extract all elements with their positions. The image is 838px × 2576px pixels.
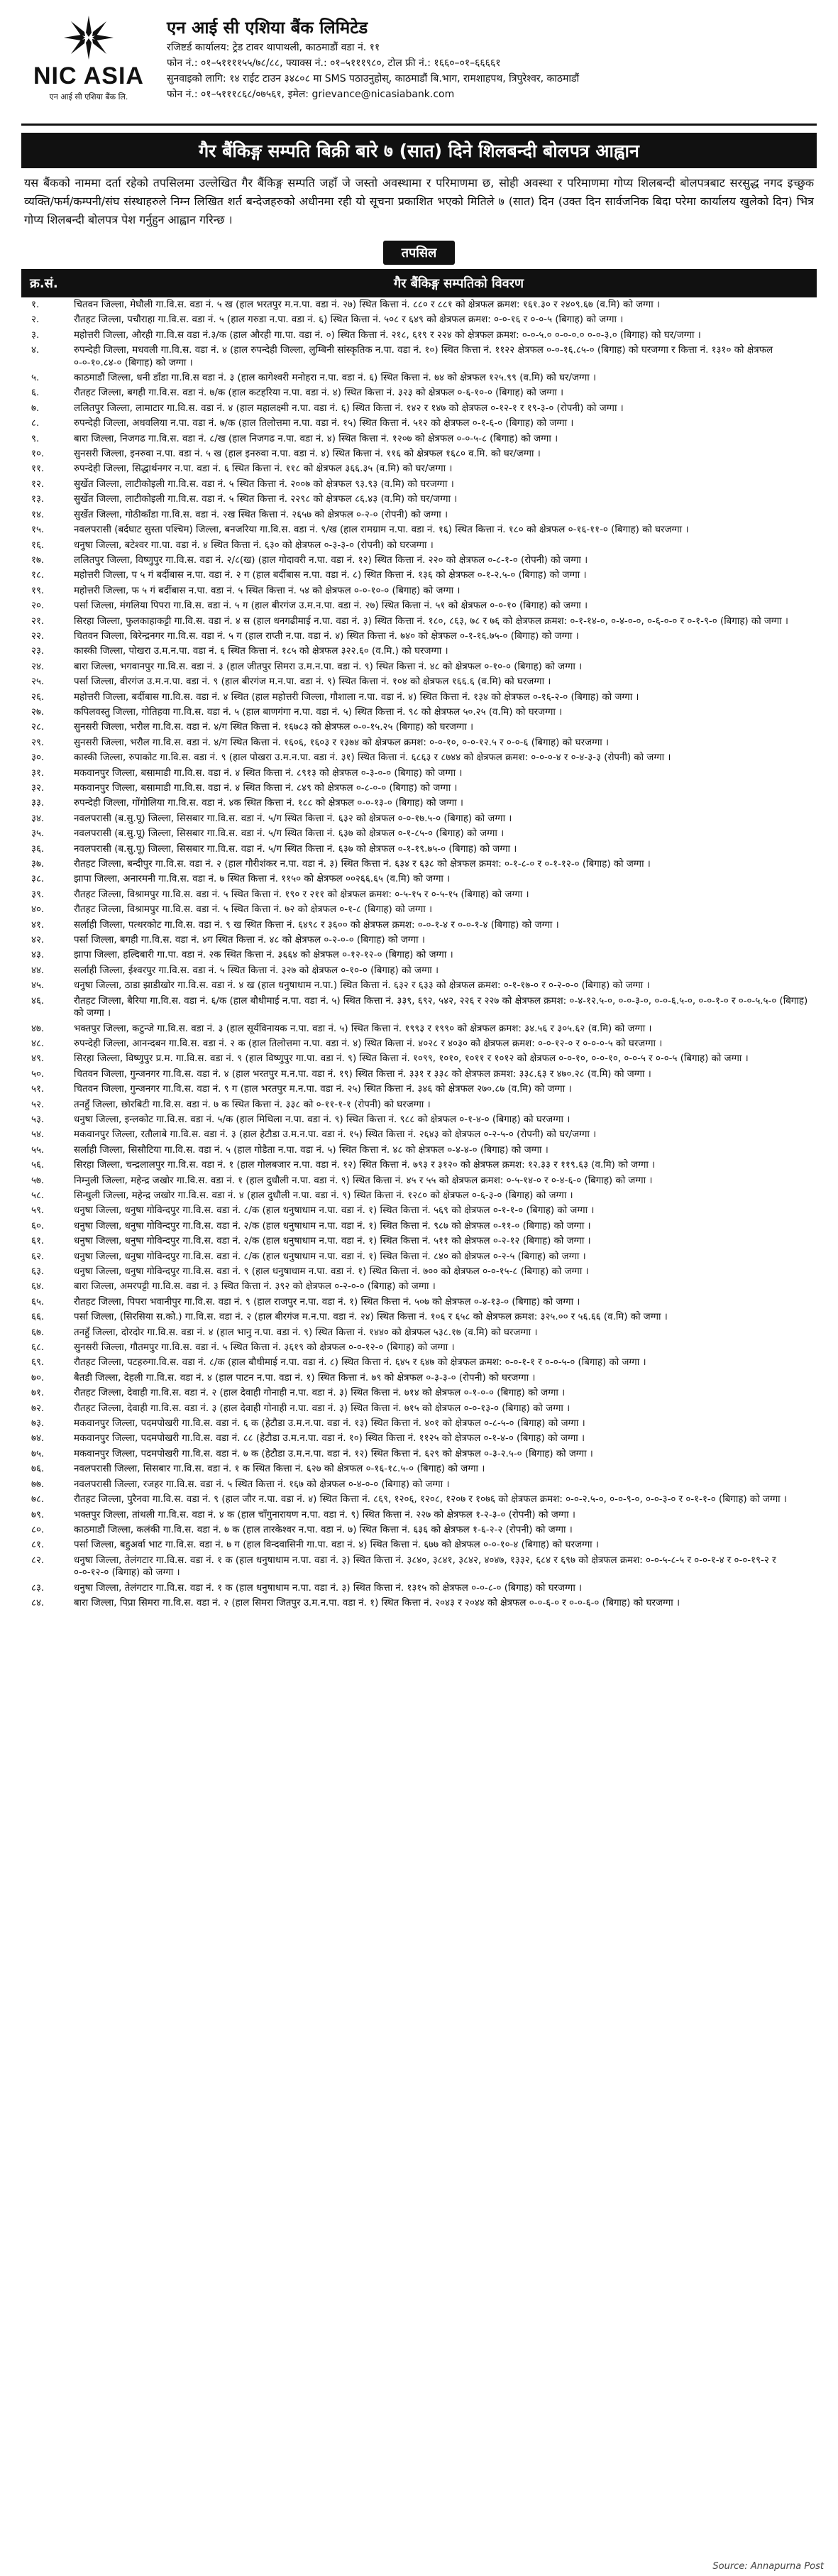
row-serial-number: ९. bbox=[31, 433, 40, 444]
table-row bbox=[21, 735, 817, 750]
table-row bbox=[21, 918, 817, 933]
row-serial-number: ६५. bbox=[31, 1296, 45, 1308]
row-description: रौतहट जिल्ला, पुरैनवा गा.वि.स. वडा नं. ९ (हाल जौर न.पा. वडा नं. ४) स्थित कित्ता नं. ८६९, १२०६, १२०८, १२०७ र १०७६ को क्षेत्रफल क्रमश: ०-०-२.५-०, ०-०-९-०, ०-०-३-० र ०-१-१-० (बिगाह) को जग्गा । bbox=[74, 1494, 787, 1506]
table-row bbox=[21, 553, 817, 568]
row-description: पर्सा जिल्ला, बहुअर्वा भाट गा.वि.स. वडा नं. ७ ग (हाल विन्दवासिनी गा.पा. वडा नं. ४) स्थित कित्ता नं. ६७७ को क्षेत्रफल ०-०-१०-४ (बिगाह) को घरजग्गा । bbox=[74, 1540, 599, 1551]
row-serial-number: १४. bbox=[31, 509, 45, 520]
row-description: सुर्खेत जिल्ला, लाटीकोइली गा.वि.स. वडा नं. ५ स्थित कित्ता नं. २२९८ को क्षेत्रफल ८६.४३ (व.मि) को घर/जग्गा । bbox=[74, 494, 458, 505]
row-serial-number: ६६. bbox=[31, 1312, 45, 1323]
row-serial-number: ८०. bbox=[31, 1524, 45, 1535]
row-serial-number: ७९. bbox=[31, 1509, 45, 1520]
row-description: रौतहट जिल्ला, देवाही गा.वि.स. वडा नं. २ (हाल देवाही गोनाही न.पा. वडा नं. ३) स्थित कित्ता नं. ७१४ को क्षेत्रफल ०-१-०-० (बिगाह) को जग्गा । bbox=[74, 1388, 566, 1399]
row-serial-number: ७४. bbox=[31, 1433, 45, 1445]
table-row bbox=[21, 1477, 817, 1492]
row-description: सर्लाही जिल्ला, सिसौटिया गा.वि.स. वडा नं. ५ (हाल गोडैता न.पा. वडा नं. ५) स्थित कित्ता नं. ४८ को क्षेत्रफल ०-४-४-० (बिगाह) को जग्गा । bbox=[74, 1144, 548, 1156]
row-serial-number: ७७. bbox=[31, 1479, 45, 1490]
table-row bbox=[21, 1219, 817, 1234]
table-row bbox=[21, 1553, 817, 1581]
schedule-label-wrap bbox=[21, 241, 817, 265]
row-description: चितवन जिल्ला, मेघौली गा.वि.स. वडा नं. ५ ख (हाल भरतपुर म.न.पा. वडा नं. २७) स्थित कित्ता नं. ८८० र ८८१ को क्षेत्रफल क्रमश: १६१.३० र २४०९.६७ (व.मि) को जग्गा । bbox=[74, 300, 661, 310]
row-serial-number: ४८. bbox=[31, 1038, 45, 1049]
email-line: फोन नं.: ०१–५१११८६८/०७५६१, इमेल: grievance@nicasiabank.com bbox=[167, 89, 455, 100]
row-description: रौतहट जिल्ला, विश्रामपुर गा.वि.स. वडा नं. ५ स्थित कित्ता नं. ७२ को क्षेत्रफल ०-१-८ (बिगाह) को जग्गा । bbox=[74, 904, 433, 916]
row-serial-number: ६४. bbox=[31, 1281, 45, 1293]
row-description: तनहुँ जिल्ला, छोरबिटी गा.वि.स. वडा नं. ७ क स्थित कित्ता नं. ३३८ को ०-११-१-१ (रोपनी) को घरजग्गा । bbox=[74, 1099, 431, 1110]
row-serial-number: १६. bbox=[31, 539, 45, 551]
row-description: ललितपुर जिल्ला, विष्णुपुर गा.वि.स. वडा नं. २/८(ख) (हाल गोदावरी न.पा. वडा नं. १२) स्थित कित्ता नं. २२० को क्षेत्रफल ०-८-१-० (रोपनी) को जग्गा । bbox=[74, 554, 588, 566]
row-description: सर्लाही जिल्ला, पत्थरकोट गा.वि.स. वडा नं. ९ ख स्थित कित्ता नं. ६४९८ र ३६०० को क्षेत्रफल क्रमश: ०-०-१-४ र ०-०-१-४ (बिगाह) को जग्गा । bbox=[74, 919, 559, 931]
row-serial-number: २८. bbox=[31, 722, 45, 733]
row-serial-number: ४३. bbox=[31, 950, 45, 961]
table-row bbox=[21, 1067, 817, 1082]
bank-logo bbox=[28, 16, 149, 102]
row-description: धनुषा जिल्ला, तेलंगटार गा.वि.स. वडा नं. १ क (हाल धनुषाधाम न.पा. वडा नं. ३) स्थित कित्ता नं. १३१५ को क्षेत्रफल ०-०-८-० (बिगाह) को घरजग्गा । bbox=[74, 1582, 583, 1594]
row-serial-number: ५. bbox=[31, 373, 40, 384]
row-serial-number: ७०. bbox=[31, 1372, 45, 1383]
row-description: पर्सा जिल्ला, (सिरसिया स.को.) गा.वि.स. वडा नं. २ (हाल बीरगंज म.न.पा. वडा नं. २४) स्थित कित्ता नं. १०६ र ६५८ को क्षेत्रफल क्रमश: ३२५.०० र ५६.६६ (व.मि) को जग्गा । bbox=[74, 1312, 668, 1323]
bank-name: एन आई सी एशिया बैंक लिमिटेड bbox=[167, 18, 368, 38]
row-description: रौतहट जिल्ला, देवाही गा.वि.स. वडा नं. ३ (हाल देवाही गोनाही न.पा. वडा नं. ३) स्थित कित्ता नं. ७१५ को क्षेत्रफल ०-०-१३-० (बिगाह) को जग्गा । bbox=[74, 1403, 570, 1414]
table-row bbox=[21, 1295, 817, 1310]
row-description: सिरहा जिल्ला, चन्द्रलालपुर गा.वि.स. वडा नं. १ (हाल गोलबजार न.पा. वडा नं. १२) स्थित कित्ता नं. ७९३ र ३१२० को क्षेत्रफल क्रमश: १२.३३ र ११९.६३ (व.मि) को जग्गा । bbox=[74, 1160, 656, 1171]
row-serial-number: २२. bbox=[31, 630, 45, 642]
row-description: महोत्तरी जिल्ला, औरही गा.वि.स वडा नं.३/क (हाल औरही गा.पा. वडा नं. ०) स्थित कित्ता नं. २१८, ६१९ र २२४ को क्षेत्रफल क्रमश: ०-०-५.० ०-०-०.० ०-०-३.० (बिगाह) को घर/जग्गा । bbox=[74, 329, 701, 341]
row-description: रौतहट जिल्ला, पिपरा भवानीपुर गा.वि.स. वडा नं. ९ (हाल राजपुर न.पा. वडा नं. १) स्थित कित्ता नं. ५०७ को क्षेत्रफल ०-४-१३-० (बिगाह) को जग्गा । bbox=[74, 1296, 580, 1308]
table-row bbox=[21, 1264, 817, 1279]
table-header bbox=[21, 269, 817, 297]
table-row bbox=[21, 312, 817, 327]
row-serial-number: ५३. bbox=[31, 1114, 45, 1125]
table-row bbox=[21, 1462, 817, 1476]
row-description: धनुषा जिल्ला, धनुषा गोविन्दपुर गा.वि.स. वडा नं. २/क (हाल धनुषाधाम न.पा. वडा नं. १) स्थित कित्ता नं. ९८७ को क्षेत्रफल ०-११-० (बिगाह) को जग्गा । bbox=[74, 1220, 591, 1232]
row-description: कपिलवस्तु जिल्ला, गोतिहवा गा.वि.स. वडा नं. ५ (हाल बाणगंगा न.पा. वडा नं. ५) स्थित कित्ता नं. ९८ को क्षेत्रफल ५०.२५ (व.मि) को घरजग्गा । bbox=[74, 706, 563, 718]
row-description: रौतहट जिल्ला, बैरिया गा.वि.स. वडा नं. ६/क (हाल बौधीमाई न.पा. वडा नं. ५) स्थित कित्ता नं. ३३९, ६९२, ५४२, २२६ र २२७ को क्षेत्रफल क्रमश: ०-४-१२.५-०, ०-०-३-०, ०-०-६.५-०, ०-०-१-० र ०-०-५.५-० (बिगाह) को जग्गा । bbox=[74, 995, 808, 1019]
row-description: रुपन्देही जिल्ला, मधवली गा.वि.स. वडा नं. ४ (हाल रुपन्देही जिल्ला, लुम्बिनी सांस्कृतिक न.पा. वडा नं. १०) स्थित कित्ता नं. ११२२ क्षेत्रफल ०-०-१६.८५-० (बिगाह) को घरजग्गा र कित्ता नं. १३१० को क्षेत्रफल ०-०-१०.८४-० (बिगाह) को जग्गा । bbox=[74, 345, 773, 368]
row-description: बैतडी जिल्ला, देहली गा.वि.स. वडा नं. ४ (हाल पाटन न.पा. वडा नं. १) स्थित कित्ता नं. ७९ को क्षेत्रफल ०-३-३-० (रोपनी) को घरजग्गा । bbox=[74, 1372, 536, 1383]
table-row bbox=[21, 1492, 817, 1507]
table-row bbox=[21, 902, 817, 917]
row-serial-number: १७. bbox=[31, 554, 45, 566]
row-description: धनुषा जिल्ला, तेलंगटार गा.वि.स. वडा नं. १ क (हाल धनुषाधाम न.पा. वडा नं. ३) स्थित कित्ता नं. ३८४०, ३८४१, ३८४२, ४०४७, १३३२, ६८४ र ६९७ को क्षेत्रफल क्रमश: ०-०-५-८-५ र ०-०-१-४ र ०-०-१९-२ र ०-०-१२-० (बिगाह) को जग्गा । bbox=[74, 1555, 776, 1579]
table-row bbox=[21, 598, 817, 613]
table-row bbox=[21, 933, 817, 948]
table-row bbox=[21, 948, 817, 963]
row-description: धनुषा जिल्ला, इन्लकोट गा.वि.स. वडा नं. ५/क (हाल मिथिला न.पा. वडा नं. ९) स्थित कित्ता नं. ९८८ को क्षेत्रफल ०-१-४-० (बिगाह) को घरजग्गा । bbox=[74, 1114, 570, 1125]
row-serial-number: ८३. bbox=[31, 1582, 45, 1594]
row-serial-number: ६०. bbox=[31, 1220, 45, 1232]
row-serial-number: ७१. bbox=[31, 1388, 45, 1399]
table-row bbox=[21, 629, 817, 644]
row-description: महोत्तरी जिल्ला, प ५ गं बर्दीबास न.पा. वडा नं. २ ग (हाल बर्दीबास न.पा. वडा नं. ८) स्थित कित्ता नं. १३६ को क्षेत्रफल ०-१-२.५-० (बिगाह) को जग्गा । bbox=[74, 570, 587, 581]
row-description: रुपन्देही जिल्ला, गोंगोलिया गा.वि.स. वडा नं. ४क स्थित कित्ता नं. १८८ को क्षेत्रफल ०-०-१३-० (बिगाह) को जग्गा । bbox=[74, 798, 463, 809]
row-description: सुर्खेत जिल्ला, लाटीकोइली गा.वि.स. वडा नं. ५ स्थित कित्ता नं. २००७ को क्षेत्रफल ९३.९३ (व.मि) को घरजग्गा । bbox=[74, 478, 454, 490]
contact-line: फोन नं.: ०१–५११११५५/७८/८८, फ्याक्स नं.: ०१–५१११९८०, टोल फ्री नं.: १६६०–०१–६६६६१ bbox=[167, 57, 501, 69]
star-logo-icon bbox=[64, 16, 114, 60]
row-serial-number: ४. bbox=[31, 345, 40, 356]
bank-header bbox=[21, 10, 817, 126]
row-description: रौतहट जिल्ला, पचौराहा गा.वि.स. वडा नं. ५ (हाल गरुडा न.पा. वडा नं. ६) स्थित कित्ता नं. ५०८ र ६४९ को क्षेत्रफल क्रमश: ०-०-१६ र ०-०-५ (बिगाह) को जग्गा । bbox=[74, 314, 624, 326]
row-serial-number: ३. bbox=[31, 329, 40, 341]
row-serial-number: ७५. bbox=[31, 1448, 45, 1459]
row-description: कास्की जिल्ला, पोखरा उ.म.न.पा. वडा नं. ६ स्थित कित्ता नं. १८५ को क्षेत्रफल ३२२.६० (व.मि.) को घरजग्गा । bbox=[74, 646, 448, 657]
row-serial-number: २५. bbox=[31, 676, 45, 688]
row-serial-number: ४२. bbox=[31, 935, 45, 946]
row-serial-number: ६३. bbox=[31, 1266, 45, 1277]
row-description: चितवन जिल्ला, बिरेन्द्रनगर गा.वि.स. वडा नं. ५ ग (हाल राप्ती न.पा. वडा नं. ४) स्थित कित्ता नं. ७४० को क्षेत्रफल ०-१-१६.७५-० (बिगाह) को जग्गा । bbox=[74, 630, 579, 642]
row-description: मकवानपुर जिल्ला, पदमपोखरी गा.वि.स. वडा नं. ६ क (हेटौडा उ.म.न.पा. वडा नं. १३) स्थित कित्ता नं. ४०१ को क्षेत्रफल ०-८-५-० (बिगाह) को जग्गा । bbox=[74, 1418, 585, 1430]
row-description: पर्सा जिल्ला, वीरगंज उ.म.न.पा. वडा नं. ९ (हाल बीरगंज म.न.पा. वडा नं. ९) स्थित कित्ता नं. १०४ को क्षेत्रफल १६६.६ (व.मि) को घरजग्गा । bbox=[74, 676, 551, 688]
row-description: सिरहा जिल्ला, फुलकाहाकट्टी गा.वि.स. वडा नं. ४ स (हाल धनगढीमाई न.पा. वडा नं. ३) स्थित कित्ता नं. १८०, ८६३, ७८ र ७६ को क्षेत्रफल क्रमश: ०-१-१४-०, ०-४-०-०, ०-६-०-० र ०-१-९-० (बिगाह) को जग्गा । bbox=[74, 615, 788, 627]
row-description: निम्नुली जिल्ला, महेन्द्र जखोर गा.वि.स. वडा नं. १ (हाल दुधौली न.पा. वडा नं. ९) स्थित कित्ता नं. ४५ र ५५ को क्षेत्रफल क्रमश: ०-५-१४-० र ०-४-६-० (बिगाह) को जग्गा । bbox=[74, 1175, 653, 1186]
row-description: सुनसरी जिल्ला, गौतमपुर गा.वि.स. वडा नं. ५ स्थित कित्ता नं. ३६१९ को क्षेत्रफल ०-०-१२-० (बिगाह) को जग्गा । bbox=[74, 1342, 455, 1354]
logo-subtitle: एन आई सी एशिया बैंक लि. bbox=[49, 92, 128, 102]
row-serial-number: ८२. bbox=[31, 1555, 45, 1566]
row-serial-number: ३१. bbox=[31, 767, 45, 779]
table-row bbox=[21, 508, 817, 522]
row-serial-number: ७३. bbox=[31, 1418, 45, 1430]
row-serial-number: ५६. bbox=[31, 1160, 45, 1171]
row-description: मकवानपुर जिल्ला, पदमपोखरी गा.वि.स. वडा नं. ८८ (हेटौडा उ.म.न.पा. वडा नं. १०) स्थित कित्ता नं. ११२५ को क्षेत्रफल ०-१-४-० (बिगाह) को जग्गा । bbox=[74, 1433, 585, 1445]
table-row bbox=[21, 1158, 817, 1173]
grievance-line: सुनवाइको लागि: १४ राईट टाउन ३४८०८ मा SMS पठाउनुहोस्, काठमाडौं बि.भाग, रामशाहपथ, त्रिपुरेश्वर, काठमाडौं bbox=[167, 73, 580, 84]
row-serial-number: ५०. bbox=[31, 1068, 45, 1080]
row-serial-number: ४१. bbox=[31, 919, 45, 931]
row-serial-number: ६२. bbox=[31, 1251, 45, 1262]
row-serial-number: २९. bbox=[31, 737, 45, 748]
row-serial-number: ५८. bbox=[31, 1190, 45, 1201]
table-row bbox=[21, 1173, 817, 1188]
table-row bbox=[21, 371, 817, 385]
table-row bbox=[21, 477, 817, 492]
logo-wordmark: NIC ASIA bbox=[33, 62, 144, 89]
table-row bbox=[21, 994, 817, 1021]
table-row bbox=[21, 1596, 817, 1611]
table-row bbox=[21, 1234, 817, 1249]
notice-intro: यस बैंकको नाममा दर्ता रहेको तपसिलमा उल्लेखित गैर बैंकिङ्ग सम्पति जहाँ जे जस्तो अवस्थामा र परिमाणमा छ, सोही अवस्था र परिमाणमा गोप्य शिलबन्दी बोलपत्रबाट सरसुद्ध नगद इच्छुक व्यक्ति/फर्म/कम्पनी/संघ संस्थाहरुले निम्न लिखित शर्त बन्देजहरुको अधीनमा रही यो सूचना प्रकाशित भएको मितिले ७ (सात) दिन (उक्त दिन सार्वजनिक बिदा परेमा कार्यालय खुलेको दिन) भित्र गोप्य शिलबन्दी बोलपत्र पेश गर्नुहुन आह्वान गरिन्छ । bbox=[24, 176, 814, 226]
table-row bbox=[21, 1021, 817, 1036]
table-row bbox=[21, 705, 817, 720]
row-description: रौतहट जिल्ला, बन्दीपुर गा.वि.स. वडा नं. २ (हाल गौरीशंकर न.पा. वडा नं. ३) स्थित कित्ता नं. ६३४ र ६३८ को क्षेत्रफल क्रमश: ०-१-८-० र ०-१-१२-० (बिगाह) को जग्गा । bbox=[74, 859, 651, 870]
row-serial-number: ७८. bbox=[31, 1494, 45, 1506]
row-serial-number: ४६. bbox=[31, 995, 45, 1007]
row-description: बारा जिल्ला, पिप्रा सिमरा गा.वि.स. वडा नं. २ (हाल सिमरा जितपुर उ.म.न.पा. वडा नं. १) स्थित कित्ता नं. २०४३ र २०४४ को क्षेत्रफल ०-०-६-० र ०-०-६-० (बिगाह) को घरजग्गा । bbox=[74, 1597, 680, 1608]
row-serial-number: १५. bbox=[31, 525, 45, 536]
table-row bbox=[21, 1279, 817, 1294]
bank-info bbox=[167, 16, 810, 102]
table-row bbox=[21, 1401, 817, 1416]
row-serial-number: २३. bbox=[31, 646, 45, 657]
table-row bbox=[21, 1523, 817, 1538]
table-row bbox=[21, 1082, 817, 1097]
row-serial-number: ४९. bbox=[31, 1053, 45, 1065]
row-description: सुनसरी जिल्ला, भरौल गा.वि.स. वडा नं. ४/ग स्थित कित्ता नं. १६७८३ को क्षेत्रफल ०-०-१५.२५ (बिगाह) को घरजग्गा । bbox=[74, 722, 474, 733]
table-row bbox=[21, 1143, 817, 1158]
row-description: रुपन्देही जिल्ला, सिद्धार्थनगर न.पा. वडा नं. ६ स्थित कित्ता नं. ११८ को क्षेत्रफल ३६६.३५ (व.मि) को घर/जग्गा । bbox=[74, 464, 453, 475]
table-row bbox=[21, 1508, 817, 1523]
table-row bbox=[21, 416, 817, 431]
row-serial-number: ६. bbox=[31, 388, 40, 399]
table-row bbox=[21, 1371, 817, 1386]
row-description: बारा जिल्ला, निजगढ गा.वि.स. वडा नं. ८/ख (हाल निजगढ न.पा. वडा नं. ४) स्थित कित्ता नं. १२०७ को क्षेत्रफल ०-०-५-८ (बिगाह) को जग्गा । bbox=[74, 433, 558, 444]
row-description: धनुषा जिल्ला, धनुषा गोविन्दपुर गा.वि.स. वडा नं. ८/क (हाल धनुषाधाम न.पा. वडा नं. १) स्थित कित्ता नं. ५६९ को क्षेत्रफल ०-१-१-० (बिगाह) को जग्गा । bbox=[74, 1205, 595, 1217]
table-row bbox=[21, 297, 817, 312]
row-description: मकवानपुर जिल्ला, पदमपोखरी गा.वि.स. वडा नं. ७ क (हेटौडा उ.म.न.पा. वडा नं. १२) स्थित कित्ता नं. ६२९ को क्षेत्रफल ०-३-२.५-० (बिगाह) को जग्गा । bbox=[74, 1448, 593, 1459]
row-serial-number: १९. bbox=[31, 585, 45, 596]
row-description: नवलपरासी जिल्ला, सिसबार गा.वि.स. वडा नं. १ क स्थित कित्ता नं. ६२७ को क्षेत्रफल ०-१६-१८.५-० (बिगाह) को जग्गा । bbox=[74, 1464, 485, 1475]
table-row bbox=[21, 1249, 817, 1264]
row-serial-number: ३२. bbox=[31, 783, 45, 794]
row-serial-number: ४४. bbox=[31, 965, 45, 976]
row-description: सर्लाही जिल्ला, ईश्वरपुर गा.वि.स. वडा नं. ५ स्थित कित्ता नं. ३२७ को क्षेत्रफल ०-१०-० (बिगाह) को जग्गा । bbox=[74, 965, 439, 976]
row-description: कास्की जिल्ला, रुपाकोट गा.वि.स. वडा नं. ९ (हाल पोखरा उ.म.न.पा. वडा नं. ३१) स्थित कित्ता नं. ६८६३ र ८७४४ को क्षेत्रफल क्रमश: ०-०-०-४ र ०-४-३-३ (रोपनी) को जग्गा । bbox=[74, 752, 671, 764]
row-serial-number: ७२. bbox=[31, 1403, 45, 1414]
table-row bbox=[21, 461, 817, 476]
row-serial-number: ३७. bbox=[31, 859, 45, 870]
row-serial-number: २६. bbox=[31, 691, 45, 703]
row-description: सुर्खेत जिल्ला, गोठीकाँडा गा.वि.स. वडा नं. २ख स्थित कित्ता नं. २६५७ को क्षेत्रफल ०-२-० (रोपनी) को जग्गा । bbox=[74, 509, 448, 520]
table-row bbox=[21, 1036, 817, 1051]
row-description: सुनसरी जिल्ला, भरौल गा.वि.स. वडा नं. ४/ग स्थित कित्ता नं. १६०६, १६०३ र १३७४ को क्षेत्रफल क्रमश: ०-०-१०, ०-०-१२.५ र ०-०-६ (बिगाह) को घरजग्गा । bbox=[74, 737, 610, 748]
row-description: सुनसरी जिल्ला, इनरुवा न.पा. वडा नं. ५ ख (हाल इनरुवा न.पा. वडा नं. ४) स्थित कित्ता नं. ११६ को क्षेत्रफल १६८० व.मि. को घर/जग्गा । bbox=[74, 449, 541, 460]
row-description: काठमाडौं जिल्ला, कलंकी गा.वि.स. वडा नं. ७ क (हाल तारकेश्वर न.पा. वडा नं. ७) स्थित कित्ता नं. ६३६ को क्षेत्रफल १-६-२-२ (रोपनी) को जग्गा । bbox=[74, 1524, 573, 1535]
row-description: झापा जिल्ला, हल्दिबारी गा.पा. वडा नं. २क स्थित कित्ता नं. ३६६४ को क्षेत्रफल ०-१२-१२-० (बिगाह) को जग्गा । bbox=[74, 950, 453, 961]
row-serial-number: ४५. bbox=[31, 980, 45, 992]
table-row bbox=[21, 432, 817, 446]
table-row bbox=[21, 674, 817, 689]
table-row bbox=[21, 401, 817, 416]
table-row bbox=[21, 1447, 817, 1462]
row-description: नवलपरासी (ब.सु.पू) जिल्ला, सिसबार गा.वि.स. वडा नं. ५/ग स्थित कित्ता नं. ६३२ को क्षेत्रफल ०-०-१७.५-० (बिगाह) को जग्गा । bbox=[74, 813, 512, 824]
table-row bbox=[21, 446, 817, 461]
table-row bbox=[21, 1325, 817, 1340]
row-serial-number: ३५. bbox=[31, 828, 45, 840]
table-row bbox=[21, 1581, 817, 1596]
row-description: पर्सा जिल्ला, बगही गा.वि.स. वडा नं. ४ग स्थित कित्ता नं. ४८ को क्षेत्रफल ०-२-०-० (बिगाह) को जग्गा । bbox=[74, 935, 425, 946]
row-serial-number: २१. bbox=[31, 615, 45, 627]
table-row bbox=[21, 781, 817, 796]
row-serial-number: ४०. bbox=[31, 904, 45, 916]
row-serial-number: १३. bbox=[31, 494, 45, 505]
row-serial-number: ६१. bbox=[31, 1236, 45, 1247]
table-row bbox=[21, 1416, 817, 1431]
row-serial-number: ५१. bbox=[31, 1084, 45, 1095]
row-serial-number: १. bbox=[31, 300, 40, 310]
table-row bbox=[21, 568, 817, 583]
row-serial-number: १२. bbox=[31, 478, 45, 490]
row-serial-number: १०. bbox=[31, 449, 45, 460]
table-row bbox=[21, 1051, 817, 1066]
table-row bbox=[21, 872, 817, 887]
row-description: भक्तपुर जिल्ला, तांथली गा.वि.स. वडा नं. ४ क (हाल चाँगुनारायण न.पा. वडा नं. ९) स्थित कित्ता नं. २२७ को क्षेत्रफल १-२-३-० (रोपनी) को जग्गा । bbox=[74, 1509, 575, 1520]
row-serial-number: २४. bbox=[31, 661, 45, 672]
row-description: धनुषा जिल्ला, बटेश्वर गा.पा. वडा नं. ४ स्थित कित्ता नं. ६३० को क्षेत्रफल ०-३-३-० (रोपनी) को घरजग्गा । bbox=[74, 539, 434, 551]
table-row bbox=[21, 857, 817, 872]
table-row bbox=[21, 842, 817, 857]
row-serial-number: १८. bbox=[31, 570, 45, 581]
table-row bbox=[21, 492, 817, 507]
row-description: मकवानपुर जिल्ला, बसामाडी गा.वि.स. वडा नं. ४ स्थित कित्ता नं. ८४९ को क्षेत्रफल ०-८-०-० (बिगाह) को जग्गा । bbox=[74, 783, 458, 794]
row-description: मकवानपुर जिल्ला, बसामाडी गा.वि.स. वडा नं. ४ स्थित कित्ता नं. ८९१३ को क्षेत्रफल ०-३-०-० (बिगाह) को जग्गा । bbox=[74, 767, 463, 779]
row-description: भक्तपुर जिल्ला, कटुन्जे गा.वि.स. वडा नं. ३ (हाल सूर्यविनायक न.पा. वडा नं. ५) स्थित कित्ता नं. १९९३ र १९९० को क्षेत्रफल क्रमश: ३४.५६ र ३०५.६२ (व.मि) को जग्गा । bbox=[74, 1023, 652, 1034]
row-serial-number: ११. bbox=[31, 464, 45, 475]
schedule-label: तपसिल bbox=[383, 241, 456, 265]
row-description: मकवानपुर जिल्ला, रतौलाबे गा.वि.स. वडा नं. ३ (हाल हेटौडा उ.म.न.पा. वडा नं. १५) स्थित कित्ता नं. २६४३ को क्षेत्रफल ०-२-५-० (रोपनी) को घर/जग्गा । bbox=[74, 1129, 597, 1141]
row-serial-number: ५५. bbox=[31, 1144, 45, 1156]
table-row bbox=[21, 1203, 817, 1218]
row-description: चितवन जिल्ला, गुन्जनगर गा.वि.स. वडा नं. ४ (हाल भरतपुर म.न.पा. वडा नं. १९) स्थित कित्ता नं. ३३१ र ३३८ को क्षेत्रफल क्रमश: ३३८.६३ र ४७०.२८ (व.मि) को जग्गा । bbox=[74, 1068, 651, 1080]
table-row bbox=[21, 1431, 817, 1446]
row-serial-number: ४७. bbox=[31, 1023, 45, 1034]
row-description: रुपन्देही जिल्ला, अधवलिया न.पा. वडा नं. ७/क (हाल तिलोत्तमा न.पा. वडा नं. १५) स्थित कित्ता नं. ५१२ को क्षेत्रफल ०-१-६-० (बिगाह) को जग्गा । bbox=[74, 418, 574, 429]
notice-title: गैर बैंकिङ्ग सम्पति बिक्री बारे ७ (सात) दिने शिलबन्दी बोलपत्र आह्वान bbox=[21, 133, 817, 168]
row-description: धनुषा जिल्ला, धनुषा गोविन्दपुर गा.वि.स. वडा नं. ९ (हाल धनुषाधाम न.पा. वडा नं. १) स्थित कित्ता नं. ७०० को क्षेत्रफल ०-०-१५-८ (बिगाह) को जग्गा । bbox=[74, 1266, 589, 1277]
table-row bbox=[21, 343, 817, 371]
table-row bbox=[21, 328, 817, 343]
row-description: धनुषा जिल्ला, ठाडा झाडीखोर गा.वि.स. वडा नं. ४ ख (हाल धनुषाधाम न.पा.) स्थित कित्ता नं. ६३२ र ६३३ को क्षेत्रफल क्रमश: ०-१-१७-० र ०-२-०-० (बिगाह) को जग्गा । bbox=[74, 980, 650, 992]
row-serial-number: ७. bbox=[31, 402, 40, 414]
row-serial-number: २. bbox=[31, 314, 40, 326]
table-row bbox=[21, 750, 817, 765]
table-row bbox=[21, 963, 817, 978]
row-serial-number: ५७. bbox=[31, 1175, 45, 1186]
row-serial-number: ६९. bbox=[31, 1357, 45, 1369]
row-description: महोत्तरी जिल्ला, बर्दीबास गा.वि.स. वडा नं. ४ स्थित (हाल महोत्तरी जिल्ला, गौशाला न.पा. वडा नं. ४) स्थित कित्ता नं. १३४ को क्षेत्रफल ०-१६-२-० (बिगाह) को जग्गा । bbox=[74, 691, 639, 703]
row-serial-number: ६८. bbox=[31, 1342, 45, 1354]
table-row bbox=[21, 1310, 817, 1325]
table-row bbox=[21, 644, 817, 659]
row-description: नवलपरासी (ब.सु.पू) जिल्ला, सिसबार गा.वि.स. वडा नं. ५/ग स्थित कित्ता नं. ६३७ को क्षेत्रफल ०-१-८५-० (बिगाह) को जग्गा । bbox=[74, 828, 505, 840]
asset-list bbox=[21, 297, 817, 1611]
table-row bbox=[21, 385, 817, 400]
row-serial-number: ६७. bbox=[31, 1327, 45, 1338]
row-description: ललितपुर जिल्ला, लामाटार गा.वि.स. वडा नं. ४ (हाल महालक्ष्मी न.पा. वडा नं. ६) स्थित कित्ता नं. १४२ र १४७ को क्षेत्रफल ०-१२-१ र १९-३-० (रोपनी) को जग्गा । bbox=[74, 402, 624, 414]
row-description: धनुषा जिल्ला, धनुषा गोविन्दपुर गा.वि.स. वडा नं. २/क (हाल धनुषाधाम न.पा. वडा नं. १) स्थित कित्ता नं. ५११ को क्षेत्रफल ०-२-१२ (बिगाह) को जग्गा । bbox=[74, 1236, 591, 1247]
table-row bbox=[21, 811, 817, 826]
table-row bbox=[21, 522, 817, 537]
row-description: झापा जिल्ला, अनारमनी गा.वि.स. वडा नं. ७ स्थित कित्ता नं. ११५० को क्षेत्रफल ००२६६.६५ (व.मि) को जग्गा । bbox=[74, 874, 451, 885]
row-description: काठमाडौं जिल्ला, धनी डाँडा गा.वि.स वडा नं. ३ (हाल कागेश्वरी मनोहरा न.पा. वडा नं. ६) स्थित कित्ता नं. ७४ को क्षेत्रफल १२५.९९ (व.मि) को घर/जग्गा । bbox=[74, 373, 597, 384]
row-serial-number: ३४. bbox=[31, 813, 45, 824]
row-serial-number: ३३. bbox=[31, 798, 45, 809]
row-description: रौतहट जिल्ला, बगही गा.वि.स. वडा नं. ७/क (हाल कटहरिया न.पा. वडा नं. ४) स्थित कित्ता नं. ३२३ को क्षेत्रफल ०-६-१०-० (बिगाह) को जग्गा । bbox=[74, 388, 564, 399]
table-row bbox=[21, 720, 817, 735]
row-description: तनहुँ जिल्ला, दोरदोर गा.वि.स. वडा नं. ४ (हाल भानु न.पा. वडा नं. ९) स्थित कित्ता नं. १४४० को क्षेत्रफल ५३८.१७ (व.मि) को घरजग्गा । bbox=[74, 1327, 538, 1338]
row-serial-number: ५२. bbox=[31, 1099, 45, 1110]
row-serial-number: ३८. bbox=[31, 874, 45, 885]
row-serial-number: ५९. bbox=[31, 1205, 45, 1217]
row-description: पर्सा जिल्ला, मंगलिया पिपरा गा.वि.स. वडा नं. ५ ग (हाल बीरगंज उ.म.न.पा. वडा नं. २७) स्थित कित्ता नं. ५१ को क्षेत्रफल ०-०-१० (बिगाह) को जग्गा । bbox=[74, 601, 588, 612]
row-description: नवलपरासी जिल्ला, रजहर गा.वि.स. वडा नं. ५ स्थित कित्ता नं. १६७ को क्षेत्रफल ०-४-०-० (बिगाह) को जग्गा । bbox=[74, 1479, 450, 1490]
row-serial-number: ७६. bbox=[31, 1464, 45, 1475]
row-description: सिन्धुली जिल्ला, महेन्द्र जखोर गा.वि.स. वडा नं. ४ (हाल दुधौली न.पा. वडा नं. ९) स्थित कित्ता नं. १२८० को क्षेत्रफल ०-६-३-० (बिगाह) को जग्गा । bbox=[74, 1190, 573, 1201]
row-description: महोत्तरी जिल्ला, फ ५ गं बर्दीबास न.पा. वडा नं. ५ स्थित कित्ता नं. ५४ को क्षेत्रफल ०-०-१०-० (बिगाह) को जग्गा । bbox=[74, 585, 461, 596]
row-description: रौतहट जिल्ला, पटहरुगा.वि.स. वडा नं. ८/क (हाल बौधीमाई न.पा. वडा नं. ८) स्थित कित्ता नं. ६४५ र ६४७ को क्षेत्रफल क्रमश: ०-०-१-१ र ०-०-५-० (बिगाह) को जग्गा । bbox=[74, 1357, 646, 1369]
row-description: बारा जिल्ला, अमरपट्टी गा.वि.स. वडा नं. ३ स्थित कित्ता नं. ३९२ को क्षेत्रफल ०-२-०-० (बिगाह) को जग्गा । bbox=[74, 1281, 436, 1293]
table-row bbox=[21, 614, 817, 629]
table-row bbox=[21, 1127, 817, 1142]
table-row bbox=[21, 1112, 817, 1127]
table-row bbox=[21, 690, 817, 705]
row-description: धनुषा जिल्ला, धनुषा गोविन्दपुर गा.वि.स. वडा नं. ८/क (हाल धनुषाधाम न.पा. वडा नं. १) स्थित कित्ता नं. ८४० को क्षेत्रफल ०-२-५ (बिगाह) को जग्गा । bbox=[74, 1251, 586, 1262]
row-serial-number: ८. bbox=[31, 418, 40, 429]
table-row bbox=[21, 659, 817, 674]
row-serial-number: ३६. bbox=[31, 843, 45, 855]
table-row bbox=[21, 1538, 817, 1552]
table-row bbox=[21, 1386, 817, 1401]
row-description: नवलपरासी (बर्दघाट सुस्ता पश्चिम) जिल्ला, बनजरिया गा.वि.स. वडा नं. ९/ख (हाल रामग्राम न.पा. वडा नं. १६) स्थित कित्ता नं. १८० को क्षेत्रफल ०-१६-११-० (बिगाह) को घरजग्गा । bbox=[74, 525, 689, 536]
row-description: रौतहट जिल्ला, विश्रामपुर गा.वि.स. वडा नं. ५ स्थित कित्ता नं. १९० र २११ को क्षेत्रफल क्रमश: ०-५-१५ र ०-५-१५ (बिगाह) को जग्गा । bbox=[74, 889, 529, 900]
table-row bbox=[21, 1355, 817, 1370]
table-row bbox=[21, 1340, 817, 1355]
table-row bbox=[21, 978, 817, 993]
column-header-sn: क्र.सं. bbox=[30, 276, 58, 291]
row-serial-number: ८१. bbox=[31, 1540, 45, 1551]
table-row bbox=[21, 583, 817, 598]
row-serial-number: ३०. bbox=[31, 752, 45, 764]
row-serial-number: ५४. bbox=[31, 1129, 45, 1141]
address-line: रजिष्टर्ड कार्यालय: ट्रेड टावर थापाथली, काठमाडौं वडा नं. ११ bbox=[167, 42, 380, 53]
row-serial-number: ८४. bbox=[31, 1597, 45, 1608]
table-row bbox=[21, 538, 817, 553]
table-row bbox=[21, 1097, 817, 1112]
table-row bbox=[21, 796, 817, 811]
table-row bbox=[21, 766, 817, 781]
row-serial-number: ३९. bbox=[31, 889, 45, 900]
row-description: चितवन जिल्ला, गुन्जनगर गा.वि.स. वडा नं. ९ ग (हाल भरतपुर म.न.पा. वडा नं. २५) स्थित कित्ता नं. ३४६ को क्षेत्रफल २७०.८७ (व.मि) को जग्गा । bbox=[74, 1084, 572, 1095]
row-description: बारा जिल्ला, भगवानपुर गा.वि.स. वडा नं. ३ (हाल जीतपुर सिमरा उ.म.न.पा. वडा नं. ९) स्थित कित्ता नं. ४८ को क्षेत्रफल ०-१०-० (बिगाह) को जग्गा । bbox=[74, 661, 583, 672]
source-credit: Source: Annapurna Post bbox=[712, 2561, 824, 2572]
row-serial-number: २०. bbox=[31, 601, 45, 612]
row-description: रुपन्देही जिल्ला, आनन्दबन गा.वि.स. वडा नं. २ क (हाल तिलोत्तमा न.पा. वडा नं. ४) स्थित कित्ता नं. ४०२८ र ४०३० को क्षेत्रफल क्रमश: ०-०-१२-० र ०-०-०-५ को घरजग्गा । bbox=[74, 1038, 663, 1049]
row-serial-number: २७. bbox=[31, 706, 45, 718]
table-row bbox=[21, 826, 817, 841]
row-description: सिरहा जिल्ला, विष्णुपुर प्र.म. गा.वि.स. वडा नं. ९ (हाल विष्णुपुर गा.पा. वडा नं. ९) स्थित कित्ता नं. १०९९, १०१०, १०११ र १०१२ को क्षेत्रफल ०-०-१०, ०-०-१०, ०-०-५ र ०-०-५ (बिगाह) को जग्गा । bbox=[74, 1053, 749, 1065]
table-row bbox=[21, 1188, 817, 1203]
table-row bbox=[21, 887, 817, 902]
column-header-description: गैर बैंकिङ्ग सम्पतिको विवरण bbox=[393, 276, 524, 291]
row-description: नवलपरासी (ब.सु.पू) जिल्ला, सिसबार गा.वि.स. वडा नं. ५/ग स्थित कित्ता नं. ६३७ को क्षेत्रफल ०-१-१९.७५-० (बिगाह) को जग्गा । bbox=[74, 843, 517, 855]
